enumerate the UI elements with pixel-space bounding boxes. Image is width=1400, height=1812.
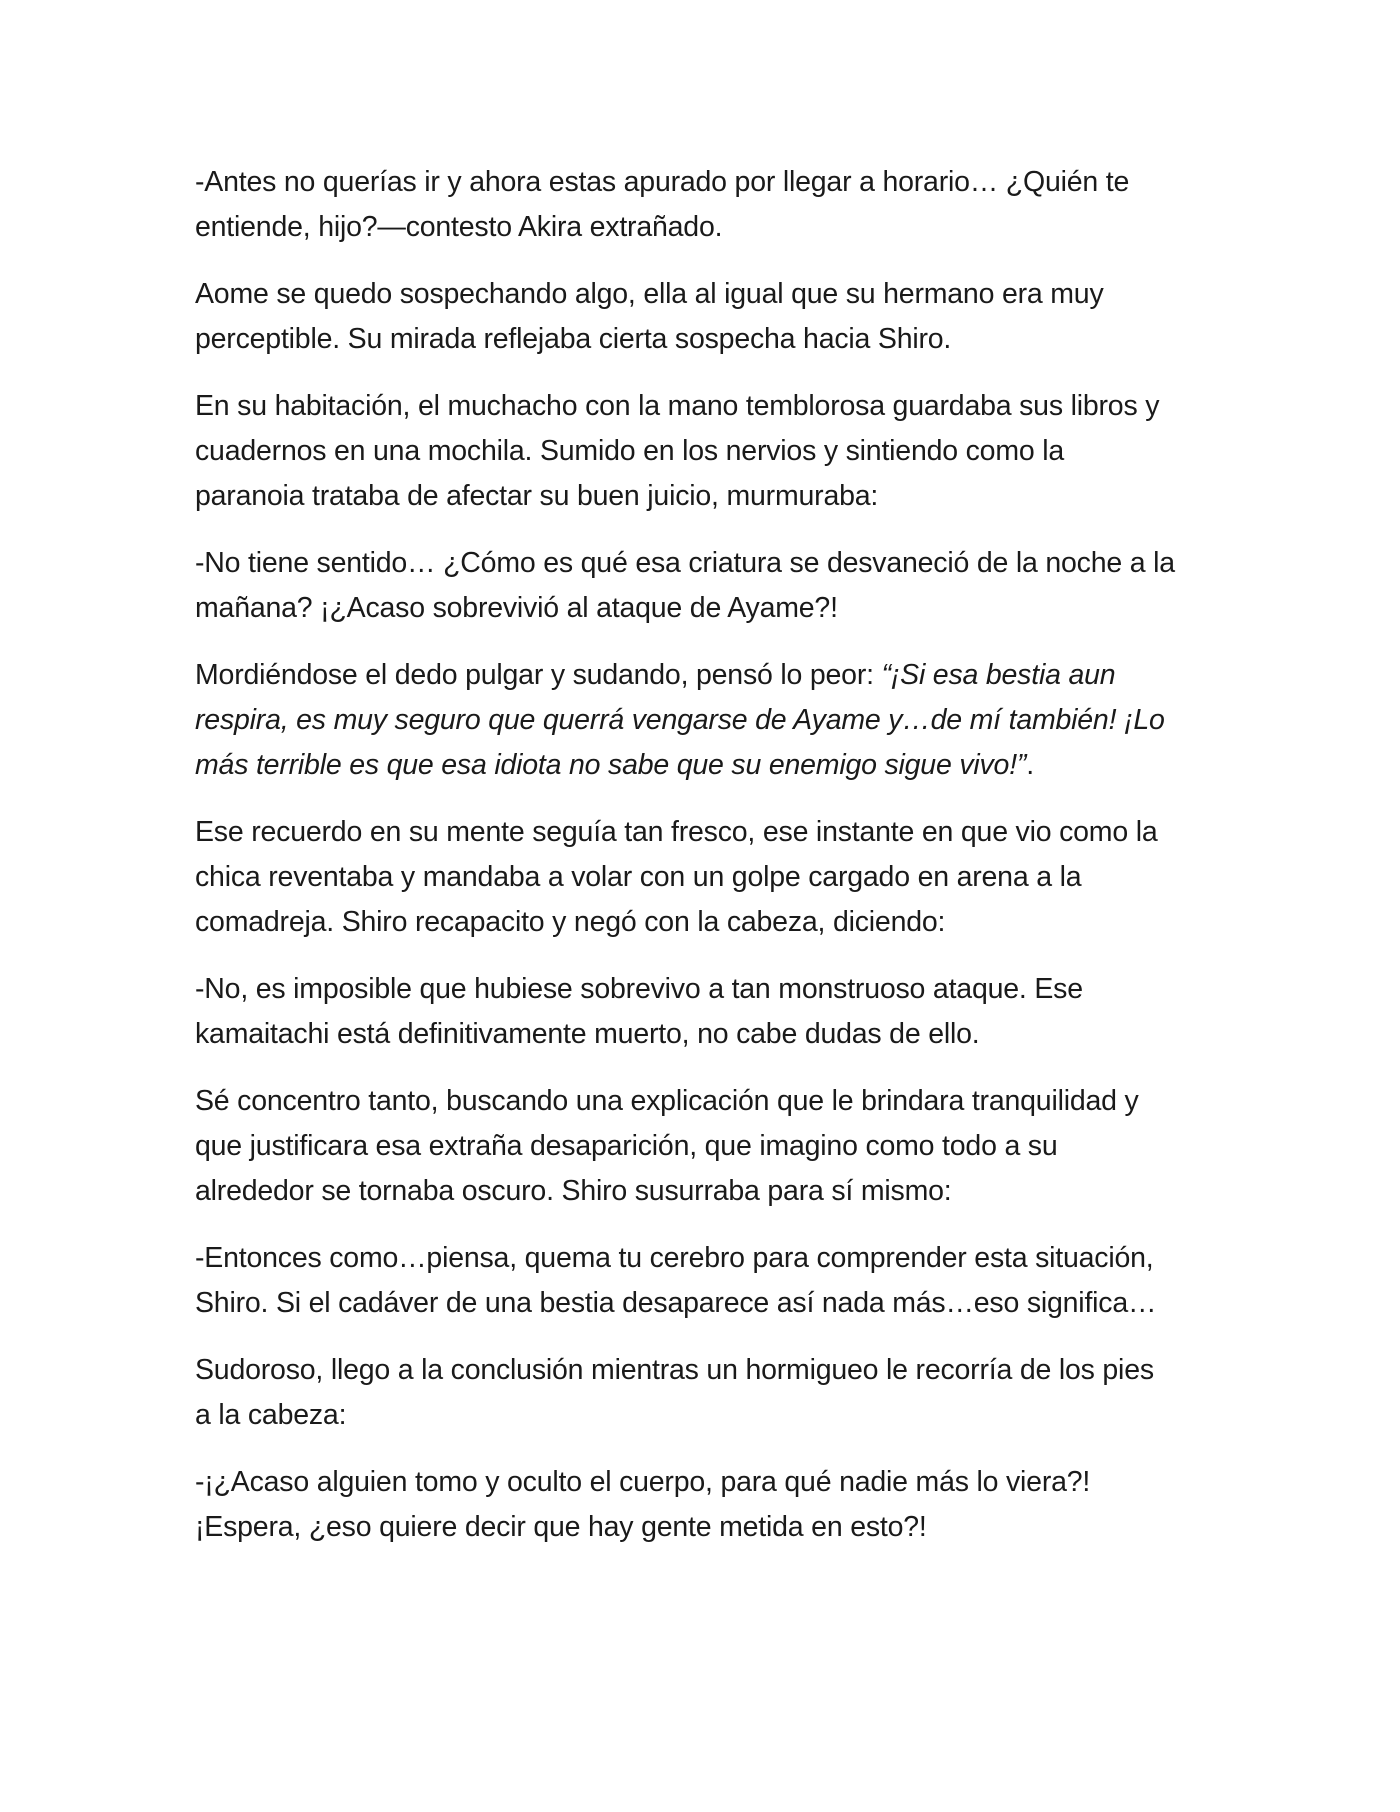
paragraph-line: Aome se quedo sospechando algo, ella al igual que su hermano era muy <box>195 278 1104 310</box>
paragraph-line: Shiro. Si el cadáver de una bestia desaparece así nada más…eso significa… <box>195 1287 1157 1319</box>
paragraph-line: mañana? ¡¿Acaso sobrevivió al ataque de Ayame?! <box>195 592 838 624</box>
paragraph-line: perceptible. Su mirada reflejaba cierta sospecha hacia Shiro. <box>195 323 952 355</box>
paragraph-line: -No, es imposible que hubiese sobrevivo a tan monstruoso ataque. Ese <box>195 973 1083 1005</box>
paragraph-line: Sé concentro tanto, buscando una explicación que le brindara tranquilidad y <box>195 1085 1139 1117</box>
italic-thought: más terrible es que esa idiota no sabe que su enemigo sigue vivo!” <box>195 749 1027 781</box>
paragraph-line: -Antes no querías ir y ahora estas apurado por llegar a horario… ¿Quién te <box>195 166 1130 198</box>
paragraph-2 <box>195 272 1205 362</box>
paragraph-11 <box>195 1460 1205 1550</box>
paragraph-line: Sudoroso, llego a la conclusión mientras un hormigueo le recorría de los pies <box>195 1354 1154 1386</box>
paragraph-line: -¡¿Acaso alguien tomo y oculto el cuerpo, para qué nadie más lo viera?! <box>195 1466 1091 1498</box>
paragraph-1 <box>195 160 1205 250</box>
paragraph-line: cuadernos en una mochila. Sumido en los nervios y sintiendo como la <box>195 435 1065 467</box>
paragraph-line: alrededor se tornaba oscuro. Shiro susurraba para sí mismo: <box>195 1175 952 1207</box>
paragraph-line: paranoia trataba de afectar su buen juicio, murmuraba: <box>195 480 879 512</box>
paragraph-5 <box>195 653 1205 788</box>
paragraph-line: comadreja. Shiro recapacito y negó con la cabeza, diciendo: <box>195 906 946 938</box>
paragraph-line: ¡Espera, ¿eso quiere decir que hay gente metida en esto?! <box>195 1511 927 1543</box>
paragraph-line: -Entonces como…piensa, quema tu cerebro para comprender esta situación, <box>195 1242 1154 1274</box>
paragraph-10 <box>195 1348 1205 1438</box>
paragraph-line: En su habitación, el muchacho con la mano temblorosa guardaba sus libros y <box>195 390 1160 422</box>
paragraph-line: que justificara esa extraña desaparición, que imagino como todo a su <box>195 1130 1058 1162</box>
italic-thought: “¡Si esa bestia aun <box>881 659 1116 691</box>
paragraph-line: kamaitachi está definitivamente muerto, no cabe dudas de ello. <box>195 1018 980 1050</box>
paragraph-9 <box>195 1236 1205 1326</box>
paragraph-7 <box>195 967 1205 1057</box>
italic-thought: respira, es muy seguro que querrá vengarse de Ayame y…de mí también! ¡Lo <box>195 704 1165 736</box>
document-body <box>195 160 1205 1572</box>
paragraph-line: entiende, hijo?—contesto Akira extrañado. <box>195 211 723 243</box>
paragraph-text: Mordiéndose el dedo pulgar y sudando, pensó lo peor: <box>195 659 882 691</box>
paragraph-line: Ese recuerdo en su mente seguía tan fresco, ese instante en que vio como la <box>195 816 1158 848</box>
paragraph-text: . <box>1026 749 1034 781</box>
paragraph-line: -No tiene sentido… ¿Cómo es qué esa criatura se desvaneció de la noche a la <box>195 547 1175 579</box>
paragraph-6 <box>195 810 1205 945</box>
paragraph-3 <box>195 384 1205 519</box>
paragraph-line: a la cabeza: <box>195 1399 347 1431</box>
paragraph-4 <box>195 541 1205 631</box>
paragraph-8 <box>195 1079 1205 1214</box>
paragraph-line: chica reventaba y mandaba a volar con un golpe cargado en arena a la <box>195 861 1082 893</box>
